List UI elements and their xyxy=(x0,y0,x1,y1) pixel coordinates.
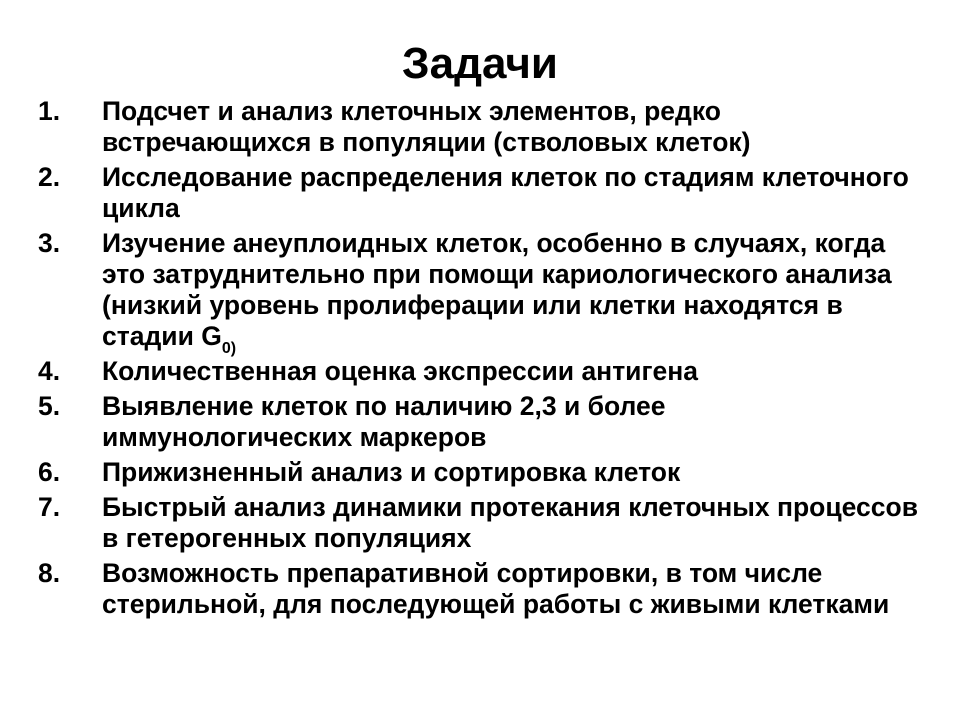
task-item-5 xyxy=(38,391,918,453)
task-subscript: 0) xyxy=(221,340,237,357)
task-item-1 xyxy=(38,96,918,158)
task-item-7 xyxy=(38,492,918,554)
task-item-8 xyxy=(38,558,918,620)
task-number: 4. xyxy=(38,356,61,386)
task-text: Подсчет и анализ клеточных элементов, редко встречающихся в популяции (стволовых клеток) xyxy=(102,96,751,157)
task-text: Исследование распределения клеток по стадиям клеточного цикла xyxy=(102,162,909,223)
task-text: Возможность препаративной сортировки, в том числе стерильной, для последующей работы с живыми клетками xyxy=(102,558,890,619)
task-item-2 xyxy=(38,162,918,224)
task-list xyxy=(38,96,918,624)
task-item-4 xyxy=(38,356,918,387)
task-number: 1. xyxy=(38,96,61,126)
slide-title: Задачи xyxy=(402,39,558,88)
task-item-3 xyxy=(38,228,918,357)
task-number: 5. xyxy=(38,391,61,421)
task-text: Прижизненный анализ и сортировка клеток xyxy=(102,457,681,487)
task-item-6 xyxy=(38,457,918,488)
task-number: 8. xyxy=(38,558,61,588)
task-text-wrapper xyxy=(102,228,918,357)
task-text: Количественная оценка экспрессии антигена xyxy=(102,356,698,386)
task-text: Выявление клеток по наличию 2,3 и более иммунологических маркеров xyxy=(102,391,666,452)
task-text: Быстрый анализ динамики протекания клеточных процессов в гетерогенных популяциях xyxy=(102,492,918,553)
task-number: 6. xyxy=(38,457,61,487)
task-text: Изучение анеуплоидных клеток, особенно в случаях, когда это затруднительно при помощи кариологического анализа (низкий уровень пролиферации или клетки находятся в стадии G xyxy=(102,228,892,351)
task-number: 3. xyxy=(38,228,61,258)
task-number: 7. xyxy=(38,492,61,522)
task-number: 2. xyxy=(38,162,61,192)
